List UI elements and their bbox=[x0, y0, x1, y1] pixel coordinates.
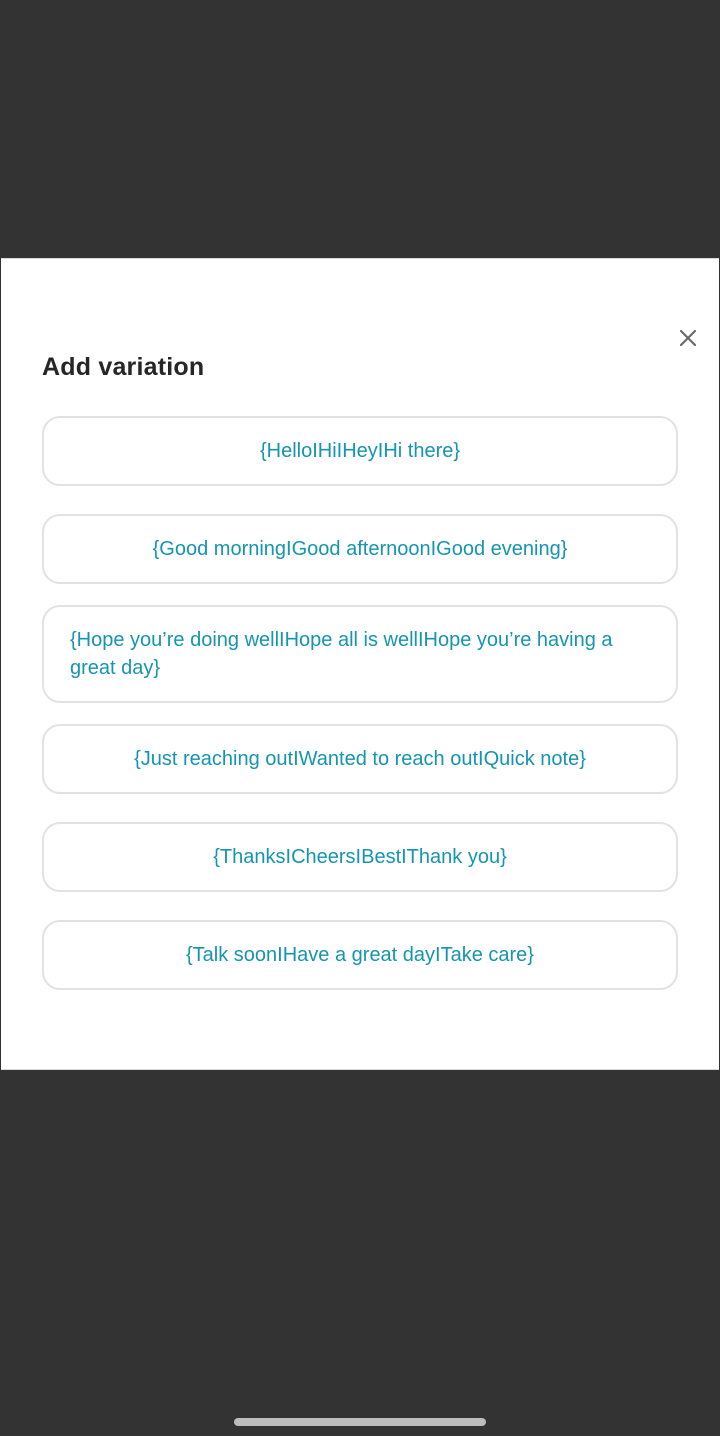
dialog-title: Add variation bbox=[42, 353, 205, 381]
variation-option-wellwish[interactable]: {Hope you’re doing wellIHope all is wellIHope you’re having a great day} bbox=[42, 605, 678, 703]
variation-option-thanks[interactable]: {ThanksICheersIBestIThank you} bbox=[42, 822, 678, 892]
close-icon bbox=[673, 323, 703, 353]
variation-option-reach-out[interactable]: {Just reaching outIWanted to reach outIQuick note} bbox=[42, 724, 678, 794]
variation-option-signoff[interactable]: {Talk soonIHave a great dayITake care} bbox=[42, 920, 678, 990]
add-variation-dialog bbox=[1, 258, 719, 1070]
home-indicator[interactable] bbox=[234, 1418, 486, 1426]
variation-option-time-greeting[interactable]: {Good morningIGood afternoonIGood evening} bbox=[42, 514, 678, 584]
close-button[interactable] bbox=[673, 323, 703, 353]
variation-option-greeting[interactable]: {HelloIHiIHeyIHi there} bbox=[42, 416, 678, 486]
